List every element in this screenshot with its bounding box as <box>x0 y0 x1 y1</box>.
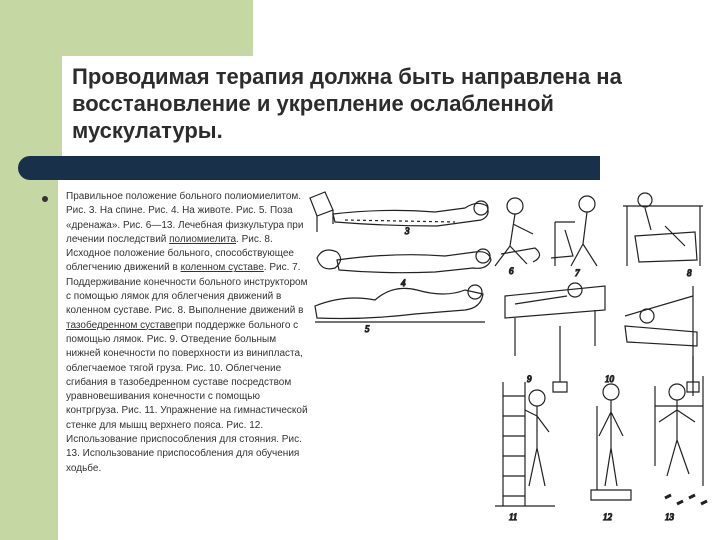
figure-7-label: 7 <box>575 268 580 278</box>
figure-3-supine <box>310 192 488 236</box>
link-knee-joint[interactable]: коленном суставе <box>180 262 264 274</box>
link-hip-joint[interactable]: тазобедренном суставе <box>66 319 176 331</box>
body-paragraph <box>66 190 308 476</box>
figure-3-label: 3 <box>405 226 410 236</box>
link-poliomyelitis[interactable]: полиомиелита <box>169 233 237 245</box>
figure-4-label: 4 <box>401 278 406 288</box>
figure-5-label: 5 <box>365 324 370 334</box>
figure-13-label: 13 <box>665 512 674 522</box>
therapy-illustrations <box>305 186 710 530</box>
body-text-part: . Рис. 8. Исходное положение больного, способствующее облегчению движений в <box>66 233 294 274</box>
body-text-part: Правильное положение больного полиомиелитом. Рис. 3. На спине. Рис. 4. На животе. Рис. 5. Поза «дренажа». Рис. 6—13. Лечебная физкультура при лечении последствий <box>66 191 304 245</box>
bullet-icon <box>42 196 48 202</box>
figure-9-abduction <box>505 283 605 392</box>
figure-8-hip <box>623 193 703 278</box>
illustration-svg <box>305 186 710 530</box>
figure-7-straps <box>551 196 597 278</box>
figure-11-wall-bars <box>495 382 555 522</box>
body-text-part: при поддержке больного с помощью лямок. Рис. 9. Отведение больным нижней конечности по поверхности из винипласта, облегчаемое тягой груза. Рис. 10. Облегчение сгибания в тазобедренном суставе посредством уравновешивания конечности с помощью контргруза. Рис. 11. Упражнение на гимнастической стенке для мышц верхнего пояса. Рис. 12. Использование приспособления для стояния. Рис. 13. Использование приспособления для обучения ходьбе. <box>66 319 308 474</box>
figure-4-prone <box>317 249 491 288</box>
figure-10-label: 10 <box>605 374 614 384</box>
slide-title: Проводимая терапия должна быть направлена на восстановление и укрепление ослабленной мускулатуры. <box>72 64 622 143</box>
figure-12-standing-frame <box>591 384 631 522</box>
figure-10-counterweight <box>605 286 699 396</box>
figure-8-label: 8 <box>687 268 692 278</box>
body-text-part: . Рис. 7. Поддерживание конечности больного инструктором с помощью лямок для облегчения движений в коленном суставе. Рис. 8. Выполнение движений в <box>66 262 308 317</box>
figure-13-walking <box>655 376 707 522</box>
figure-9-label: 9 <box>527 374 532 384</box>
figure-6-label: 6 <box>509 266 514 276</box>
figure-5-drainage-pose <box>315 285 485 334</box>
green-decor-block-side <box>0 160 58 540</box>
figure-11-label: 11 <box>509 512 518 522</box>
figure-12-label: 12 <box>603 512 612 522</box>
figure-6-instructor <box>495 198 540 276</box>
title-underline-bar <box>18 156 600 180</box>
